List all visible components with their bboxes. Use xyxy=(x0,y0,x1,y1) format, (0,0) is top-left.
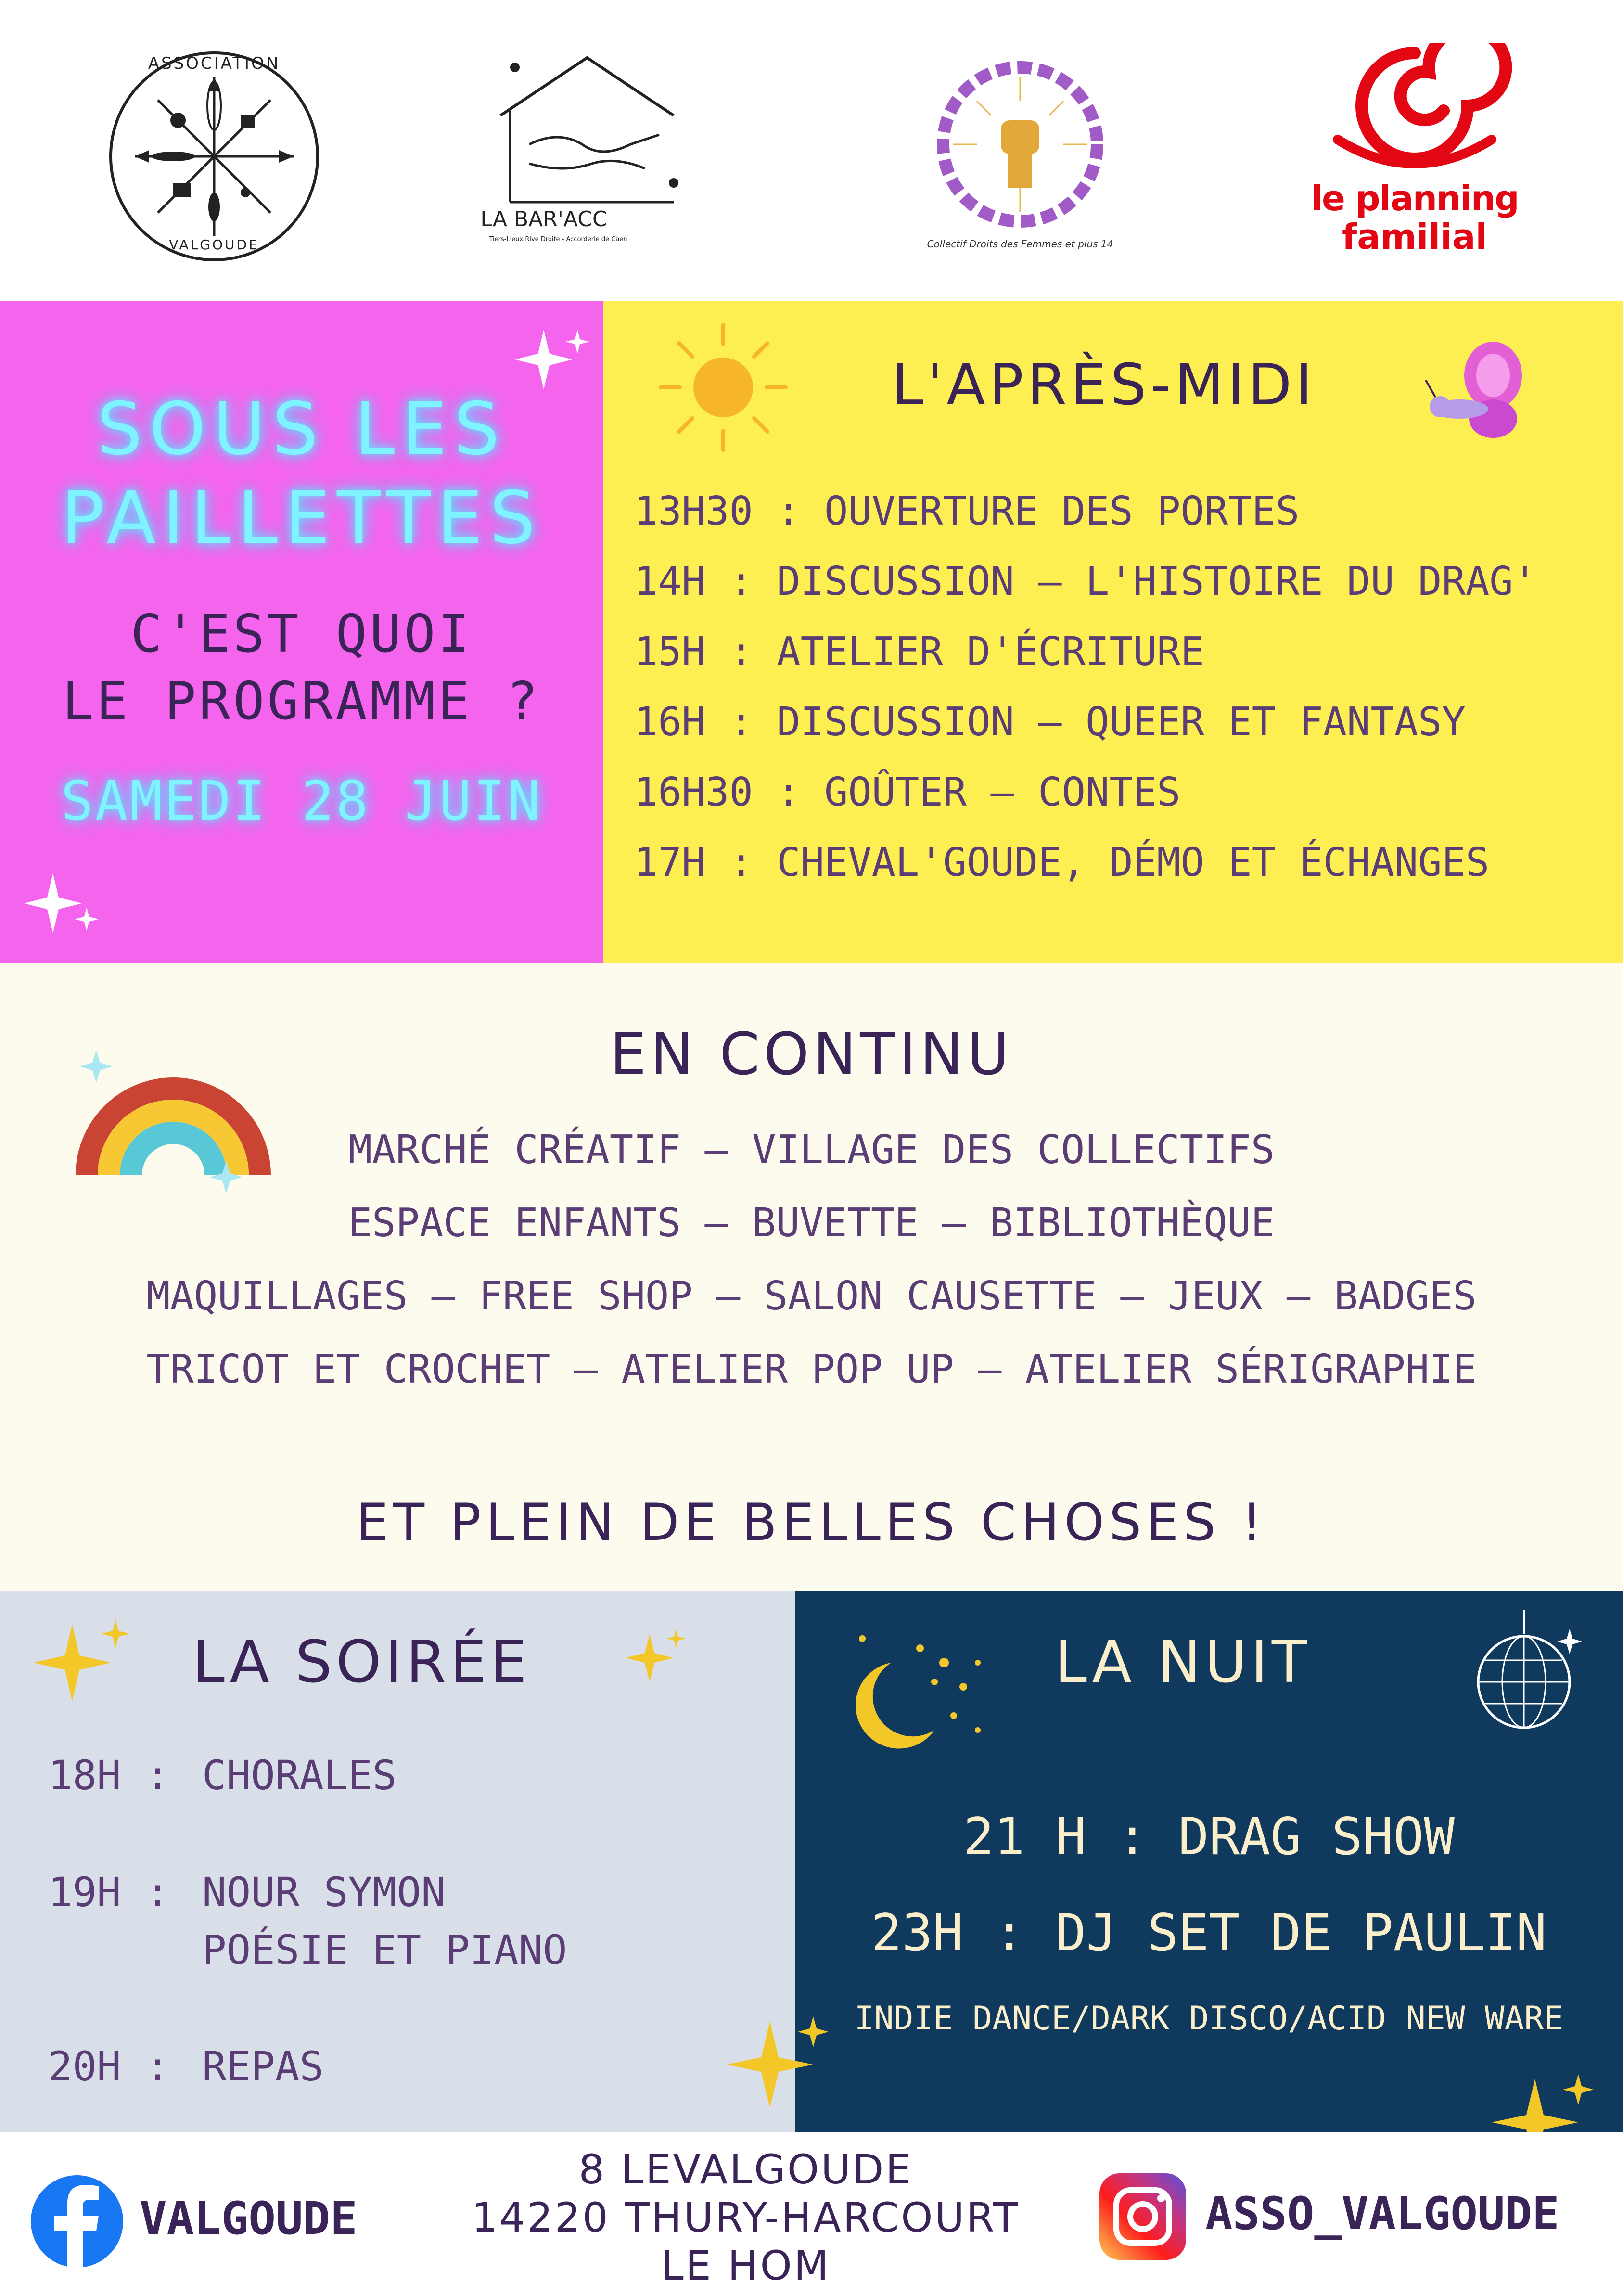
instagram-icon[interactable] xyxy=(1099,2173,1186,2260)
instagram-handle[interactable]: ASSO_VALGOUDE xyxy=(1205,2188,1559,2240)
sparkle-icon xyxy=(29,1610,135,1716)
compass-logo-icon xyxy=(101,43,327,269)
facebook-icon[interactable] xyxy=(29,2173,125,2270)
collectif-droits-femmes-logo xyxy=(905,48,1136,255)
afternoon-item: 16H30 : GOÛTER – CONTES xyxy=(634,770,1181,815)
continu-line: ESPACE ENFANTS – BUVETTE – BIBLIOTHÈQUE xyxy=(348,1200,1275,1246)
sun-icon xyxy=(651,315,795,460)
sparkle-icon xyxy=(621,1624,688,1692)
afternoon-item: 17H : CHEVAL'GOUDE, DÉMO ET ÉCHANGES xyxy=(634,840,1490,885)
program-question-line1: C'EST QUOI xyxy=(130,604,473,664)
collectif-caption: Collectif Droits des Femmes et plus 14 xyxy=(927,238,1113,250)
continu-line: MAQUILLAGES – FREE SHOP – SALON CAUSETTE – JEUX – BADGES xyxy=(146,1273,1477,1319)
disco-ball-icon xyxy=(1459,1610,1589,1740)
partner-logos xyxy=(0,0,1623,301)
nuit-genres: INDIE DANCE/DARK DISCO/ACID NEW WARE xyxy=(854,2000,1564,2038)
afternoon-item: 13H30 : OUVERTURE DES PORTES xyxy=(634,488,1300,534)
raised-fist-wreath-icon xyxy=(905,48,1136,241)
association-bottom-label: VALGOUDE xyxy=(169,237,259,253)
sparkle-icon xyxy=(717,2002,842,2127)
nuit-panel xyxy=(795,1591,1623,2132)
continu-line: MARCHÉ CRÉATIF – VILLAGE DES COLLECTIFS xyxy=(348,1127,1275,1173)
program-question-line2: LE PROGRAMME ? xyxy=(62,671,541,731)
continu-panel xyxy=(0,963,1623,1591)
event-title-line2: PAILLETTES xyxy=(61,476,542,560)
soiree-heading: LA SOIRÉE xyxy=(192,1629,531,1696)
baracc-name: LA BAR'ACC xyxy=(480,207,607,231)
planning-line2: familial xyxy=(1342,217,1488,257)
association-valgoude-logo xyxy=(101,43,327,269)
event-title-line1: SOUS LES xyxy=(96,387,507,471)
baracc-subtitle: Tiers-Lieux Rive Droite - Accorderie de Caen xyxy=(489,236,627,243)
spiral-logo-icon xyxy=(1299,43,1530,178)
address-line1: 8 LEVALGOUDE xyxy=(578,2146,913,2193)
soiree-item: NOUR SYMON xyxy=(202,1869,446,1916)
planning-line1: le planning xyxy=(1311,178,1519,218)
soiree-item: CHORALES xyxy=(202,1752,397,1799)
continu-heading: EN CONTINU xyxy=(610,1021,1013,1088)
address-line3: LE HOM xyxy=(661,2242,831,2289)
nuit-item: 21 H : DRAG SHOW xyxy=(963,1807,1455,1866)
soiree-time: 20H : xyxy=(48,2043,170,2090)
soiree-item: POÉSIE ET PIANO xyxy=(202,1926,567,1974)
address-line2: 14220 THURY-HARCOURT xyxy=(472,2194,1020,2241)
afternoon-heading: L'APRÈS-MIDI xyxy=(892,351,1316,418)
afternoon-item: 14H : DISCUSSION – L'HISTOIRE DU DRAG' xyxy=(634,559,1537,604)
moon-stars-icon xyxy=(833,1619,1002,1764)
continu-line: TRICOT ET CROCHET – ATELIER POP UP – ATELIER SÉRIGRAPHIE xyxy=(146,1347,1477,1392)
nuit-heading: LA NUIT xyxy=(1055,1629,1311,1696)
soiree-time: 18H : xyxy=(48,1752,170,1799)
afternoon-panel xyxy=(603,301,1623,963)
footer xyxy=(0,2132,1623,2296)
soiree-time: 19H : xyxy=(48,1869,170,1916)
intro-panel xyxy=(0,301,603,963)
afternoon-item: 15H : ATELIER D'ÉCRITURE xyxy=(634,629,1204,675)
planning-familial-logo xyxy=(1299,43,1530,265)
butterfly-icon xyxy=(1421,337,1536,452)
facebook-handle[interactable]: VALGOUDE xyxy=(140,2193,358,2245)
continu-tagline: ET PLEIN DE BELLES CHOSES ! xyxy=(356,1493,1267,1552)
la-baracc-logo xyxy=(480,48,688,250)
event-date: SAMEDI 28 JUIN xyxy=(61,770,542,833)
soiree-panel xyxy=(0,1591,795,2132)
sparkle-icon xyxy=(19,864,101,946)
house-handshake-icon xyxy=(486,48,688,207)
nuit-item: 23H : DJ SET DE PAULIN xyxy=(871,1903,1547,1963)
afternoon-item: 16H : DISCUSSION – QUEER ET FANTASY xyxy=(634,699,1466,745)
association-top-label: ASSOCIATION xyxy=(148,54,281,73)
soiree-item: REPAS xyxy=(202,2043,324,2090)
